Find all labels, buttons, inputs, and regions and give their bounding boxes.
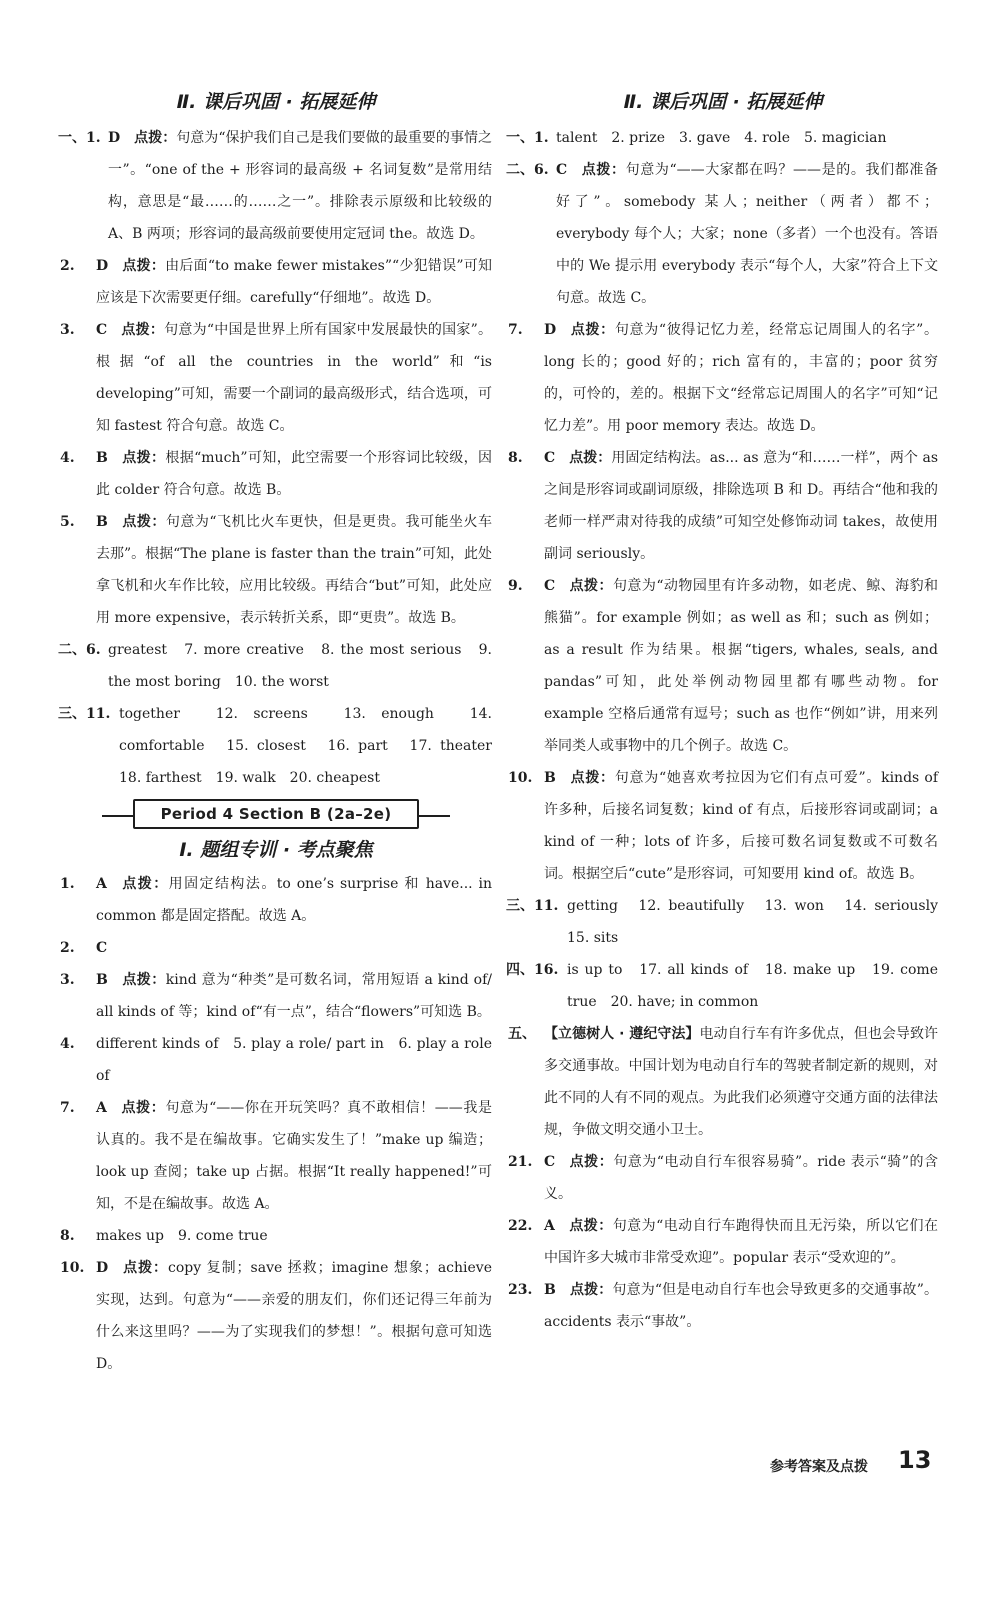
left-answer-list-2 (60, 868, 492, 1380)
answer-text: together 12. screens 13. enough 14. comfortable 15. closest 16. part 17. theater 18. farthest 19. walk 20. cheapest (119, 706, 506, 786)
question-number: 5. (60, 514, 75, 530)
page-number: 13 (898, 1446, 932, 1474)
answer-item (508, 122, 938, 154)
explanation-label: 点拨： (569, 1282, 613, 1298)
answer-text: 用固定结构法。to one’s surprise 和 have... in common 都是固定搭配。故选 A。 (96, 876, 492, 924)
period-banner-wrap (60, 794, 492, 834)
answer-item (508, 1210, 938, 1274)
section-title-consolidation: Ⅱ. 课后巩固 · 拓展延伸 (176, 91, 376, 113)
question-number: 9. (508, 578, 523, 594)
answer-letter: C (544, 450, 556, 466)
answer-letter: C (556, 162, 568, 178)
section-title-consolidation-right: Ⅱ. 课后巩固 · 拓展延伸 (623, 91, 823, 113)
question-number: 3. (60, 322, 75, 338)
question-number: 22. (508, 1218, 533, 1234)
answer-item (60, 122, 492, 250)
answer-text: copy 复制；save 拯救；imagine 想象；achieve 实现，达到。句意为“——亲爱的朋友们，你们还记得三年前为什么来这里吗？——为了实现我们的梦想！”。根据句意可知选 D。 (96, 1260, 493, 1372)
question-number: 2. (60, 258, 75, 274)
explanation-label: 点拨： (121, 450, 166, 466)
answer-letter: B (544, 1282, 556, 1298)
answer-text: 句意为“——你在开玩笑吗？真不敢相信！——我是认真的。我不是在编故事。它确实发生了！”make up 编造；look up 查阅；take up 占据。根据“It really happened!”可知，不是在编故事。故选 A。 (96, 1100, 493, 1212)
answer-item (508, 154, 938, 314)
explanation-label: 点拨： (569, 1154, 614, 1170)
answer-letter: C (544, 578, 556, 594)
answer-text: 用固定结构法。as... as 意为“和……一样”，两个 as 之间是形容词或副词原级，排除选项 B 和 D。再结合“他和我的老师一样严肃对待我的成绩”可知空处修饰动词 takes，故使用副词 seriously。 (544, 450, 939, 562)
explanation-label: 点拨： (122, 1260, 169, 1276)
answer-item (60, 250, 492, 314)
question-number: 二、6. (58, 642, 101, 658)
answer-item (60, 506, 492, 634)
answer-item (506, 890, 952, 954)
answer-letter: A (96, 876, 107, 892)
explanation-label: 点拨： (568, 1218, 613, 1234)
answer-text: 句意为“动物园里有许多动物，如老虎、鲸、海豹和熊猫”。for example 例如；as well as 和；such as 例如；as a result 作为结果。根据“tigers, whales, seals, and pandas”可知，此处举例动物园里都有哪些动物。for example 空格后通常有逗号；such as 也作“例如”讲，用来列举同类人或事物中的几个例子。故选 C。 (544, 578, 939, 754)
answer-item (60, 868, 492, 932)
question-number: 三、11. (58, 706, 111, 722)
answer-item (508, 442, 938, 570)
question-number: 五、 (508, 1026, 536, 1042)
answer-item (60, 964, 492, 1028)
answer-letter: C (96, 940, 108, 956)
explanation-label: 点拨： (569, 450, 612, 466)
answer-text: 句意为“——大家都在吗？——是的。我们都准备好了”。somebody 某人；neither（两者）都不；everybody 每个人；大家；none（多者）一个也没有。答语中的 We 提示用 everybody 表示“每个人，大家”符合上下文句意。故选 C。 (556, 162, 939, 306)
question-number: 四、16. (506, 962, 559, 978)
answer-text: 由后面“to make fewer mistakes”“少犯错误”可知应该是下次需要更仔细。carefully“仔细地”。故选 D。 (96, 258, 493, 306)
answer-letter: D (108, 130, 121, 146)
answer-text: 电动自行车有许多优点，但也会导致许多交通事故。中国计划为电动自行车的驾驶者制定新的规则，对此不同的人有不同的观点。为此我们必须遵守交通方面的法律法规，争做文明交通小卫士。 (544, 1026, 938, 1138)
question-number: 10. (60, 1260, 85, 1276)
answer-text: greatest 7. more creative 8. the most serious 9. the most boring 10. the worst (108, 642, 492, 690)
left-answer-list (58, 122, 506, 794)
answer-text: different kinds of 5. play a role/ part in 6. play a role of (96, 1036, 492, 1084)
explanation-label: 点拨： (569, 770, 615, 786)
answer-text: 句意为“飞机比火车更快，但是更贵。我可能坐火车去那”。根据“The plane is faster than the train”可知，此处拿飞机和火车作比较，应用比较级。再结合“but”可知，此处应用 more expensive，表示转折关系，即“更贵”。故选 B。 (96, 514, 492, 626)
explanation-label: 点拨： (581, 162, 626, 178)
answer-item (508, 1146, 938, 1210)
answer-item (60, 932, 492, 964)
answer-item (508, 762, 938, 890)
answer-letter: A (96, 1100, 107, 1116)
answer-item (508, 1018, 938, 1146)
question-number: 21. (508, 1154, 533, 1170)
answer-text: 句意为“彼得记忆力差，经常忘记周围人的名字”。long 长的；good 好的；rich 富有的，丰富的；poor 贫穷的，可怜的，差的。根据下文“经常忘记周围人的名字”可知“记忆力差”。用 poor memory 表达。故选 D。 (544, 322, 938, 434)
answer-letter: D (544, 322, 557, 338)
explanation-label: 点拨： (121, 322, 165, 338)
explanation-label: 【立德树人 · 遵纪守法】 (544, 1026, 700, 1042)
answer-letter: C (544, 1154, 556, 1170)
answer-item (60, 314, 492, 442)
explanation-label: 点拨： (134, 130, 177, 146)
question-number: 7. (508, 322, 523, 338)
answer-text: getting 12. beautifully 13. won 14. seriously 15. sits (567, 898, 952, 946)
answer-text: 句意为“她喜欢考拉因为它们有点可爱”。kinds of 许多种，后接名词复数；kind of 有点，后接形容词或副词；a kind of 一种；lots of 许多，后接可数名词复数或不可数名词。根据空后“cute”是形容词，可知要用 kind of。故选 B。 (544, 770, 939, 882)
explanation-label: 点拨： (120, 1100, 166, 1116)
question-number: 8. (508, 450, 523, 466)
answer-text: kind 意为“种类”是可数名词，常用短语 a kind of/ all kinds of 等；kind of“有一点”，结合“flowers”可知选 B。 (96, 972, 493, 1020)
answer-text: 句意为“电动自行车跑得快而且无污染，所以它们在中国许多大城市非常受欢迎”。popular 表示“受欢迎的”。 (544, 1218, 939, 1266)
question-number: 2. (60, 940, 75, 956)
answer-text: 根据“much”可知，此空需要一个形容词比较级，因此 colder 符合句意。故选 B。 (96, 450, 492, 498)
right-column (506, 84, 952, 1338)
right-answer-list (506, 122, 952, 1338)
answer-letter: B (96, 972, 108, 988)
answer-item (60, 1092, 492, 1220)
explanation-label: 点拨： (570, 322, 615, 338)
question-number: 一、1. (58, 130, 101, 146)
answer-text: 句意为“但是电动自行车也会导致更多的交通事故”。accidents 表示“事故”。 (544, 1282, 938, 1330)
explanation-label: 点拨： (120, 876, 169, 892)
answer-item (508, 954, 938, 1018)
answer-letter: D (96, 1260, 109, 1276)
explanation-label: 点拨： (569, 578, 613, 594)
question-number: 三、11. (506, 898, 559, 914)
answer-item (508, 570, 938, 762)
answer-item (60, 1252, 492, 1380)
answer-item (508, 314, 938, 442)
answer-text: 句意为“保护我们自己是我们要做的最重要的事情之一”。“one of the + 形容词的最高级 + 名词复数”是常用结构，意思是“最……的……之一”。排除表示原级和比较级的 A、B 两项；形容词的最高级前要使用定冠词 the。故选 D。 (108, 130, 493, 242)
answer-item (60, 1028, 492, 1092)
answer-item (60, 634, 492, 698)
question-number: 4. (60, 1036, 75, 1052)
section-title-drills: Ⅰ. 题组专训 · 考点聚焦 (179, 839, 373, 861)
answer-letter: B (544, 770, 556, 786)
answer-text: talent 2. prize 3. gave 4. role 5. magician (556, 130, 887, 146)
question-number: 二、6. (506, 162, 549, 178)
question-number: 3. (60, 972, 75, 988)
answer-item (58, 698, 506, 794)
question-number: 4. (60, 450, 75, 466)
question-number: 10. (508, 770, 533, 786)
answer-text: 句意为“中国是世界上所有国家中发展最快的国家”。根据“of all the countries in the world”和“is developing”可知，需要一个副词的最高级形式，结合选项，可知 fastest 符合句意。故选 C。 (96, 322, 492, 434)
explanation-label: 点拨： (121, 972, 166, 988)
period-banner: Period 4 Section B (2a–2e) (133, 799, 420, 829)
answer-text: 句意为“电动自行车很容易骑”。ride 表示“骑”的含义。 (544, 1154, 939, 1202)
answer-text: makes up 9. come true (96, 1228, 268, 1244)
answer-item (60, 442, 492, 506)
answer-letter: B (96, 514, 108, 530)
answer-letter: C (96, 322, 108, 338)
answer-item (60, 1220, 492, 1252)
question-number: 7. (60, 1100, 75, 1116)
answer-text: is up to 17. all kinds of 18. make up 19. come true 20. have; in common (567, 962, 938, 1010)
answer-letter: A (544, 1218, 555, 1234)
footer-label: 参考答案及点拨 (770, 1459, 868, 1475)
question-number: 一、1. (506, 130, 549, 146)
explanation-label: 点拨： (121, 514, 166, 530)
answer-letter: D (96, 258, 109, 274)
question-number: 8. (60, 1228, 75, 1244)
left-column (58, 84, 506, 1380)
explanation-label: 点拨： (122, 258, 166, 274)
answer-item (508, 1274, 938, 1338)
question-number: 23. (508, 1282, 533, 1298)
answer-letter: B (96, 450, 108, 466)
question-number: 1. (60, 876, 75, 892)
